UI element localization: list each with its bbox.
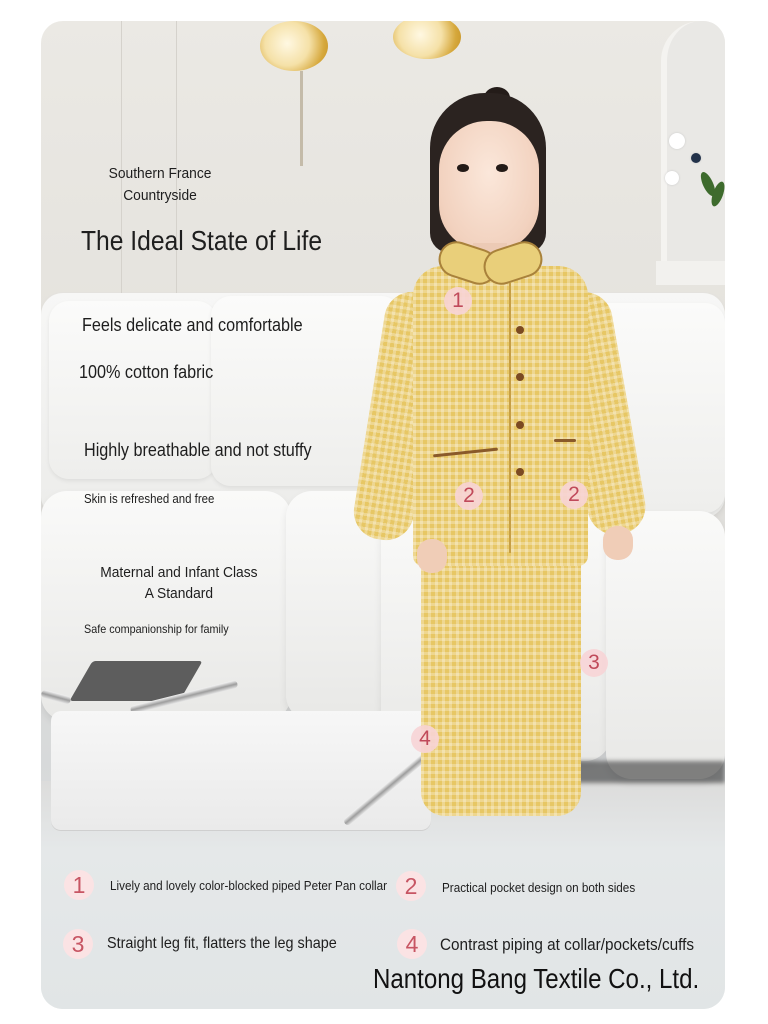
feature-class-a-detail: Safe companionship for family [84, 622, 229, 636]
legend-text-3: Straight leg fit, flatters the leg shape [107, 935, 337, 952]
hand [603, 526, 633, 560]
marker-3: 3 [580, 649, 608, 677]
legend-text-2: Practical pocket design on both sides [442, 880, 636, 895]
product-card [41, 21, 725, 1009]
flower-icon [665, 171, 679, 185]
legend-text-1: Lively and lovely color-blocked piped Peter Pan collar [110, 878, 388, 893]
wall-lamp-icon [393, 21, 461, 59]
button-icon [516, 326, 524, 334]
hand [417, 539, 447, 573]
flower-icon [669, 133, 685, 149]
legend-number-4: 4 [397, 929, 427, 959]
legend-text-4: Contrast piping at collar/pockets/cuffs [440, 935, 694, 954]
button-icon [516, 468, 524, 476]
coffee-table [51, 711, 431, 831]
eye [496, 164, 508, 172]
child-face [439, 121, 539, 251]
wall-panel-line [176, 21, 177, 301]
button-icon [516, 373, 524, 381]
pajama-top [413, 266, 588, 566]
company-name: Nantong Bang Textile Co., Ltd. [373, 963, 700, 994]
wall-lamp-icon [260, 21, 328, 71]
pocket-piping [554, 439, 576, 442]
pajama-pants [421, 556, 581, 816]
button-placket [509, 283, 511, 553]
lamp-cord [300, 71, 303, 166]
eye [457, 164, 469, 172]
marker-2-left: 2 [455, 482, 483, 510]
marker-1: 1 [444, 287, 472, 315]
feature-class-a: Maternal and Infant Class A Standard [100, 564, 258, 602]
button-icon [516, 421, 524, 429]
hero-subtitle-line2: Countryside [123, 187, 197, 204]
feature-breathable: Highly breathable and not stuffy [84, 440, 312, 460]
hero-subtitle [103, 163, 217, 207]
legend-number-3: 3 [63, 929, 93, 959]
marker-2-right: 2 [560, 481, 588, 509]
feature-comfort: Feels delicate and comfortable [82, 315, 303, 335]
marker-4: 4 [411, 725, 439, 753]
legend-number-1: 1 [64, 870, 94, 900]
feature-breathable-detail: Skin is refreshed and free [84, 491, 215, 506]
flower-icon [691, 153, 701, 163]
niche-shelf [656, 261, 725, 285]
wall-panel-line [121, 21, 122, 301]
legend-number-2: 2 [396, 871, 426, 901]
hero-headline: The Ideal State of Life [81, 225, 323, 256]
hero-subtitle-line1: Southern France [108, 165, 212, 182]
feature-cotton: 100% cotton fabric [79, 362, 214, 382]
